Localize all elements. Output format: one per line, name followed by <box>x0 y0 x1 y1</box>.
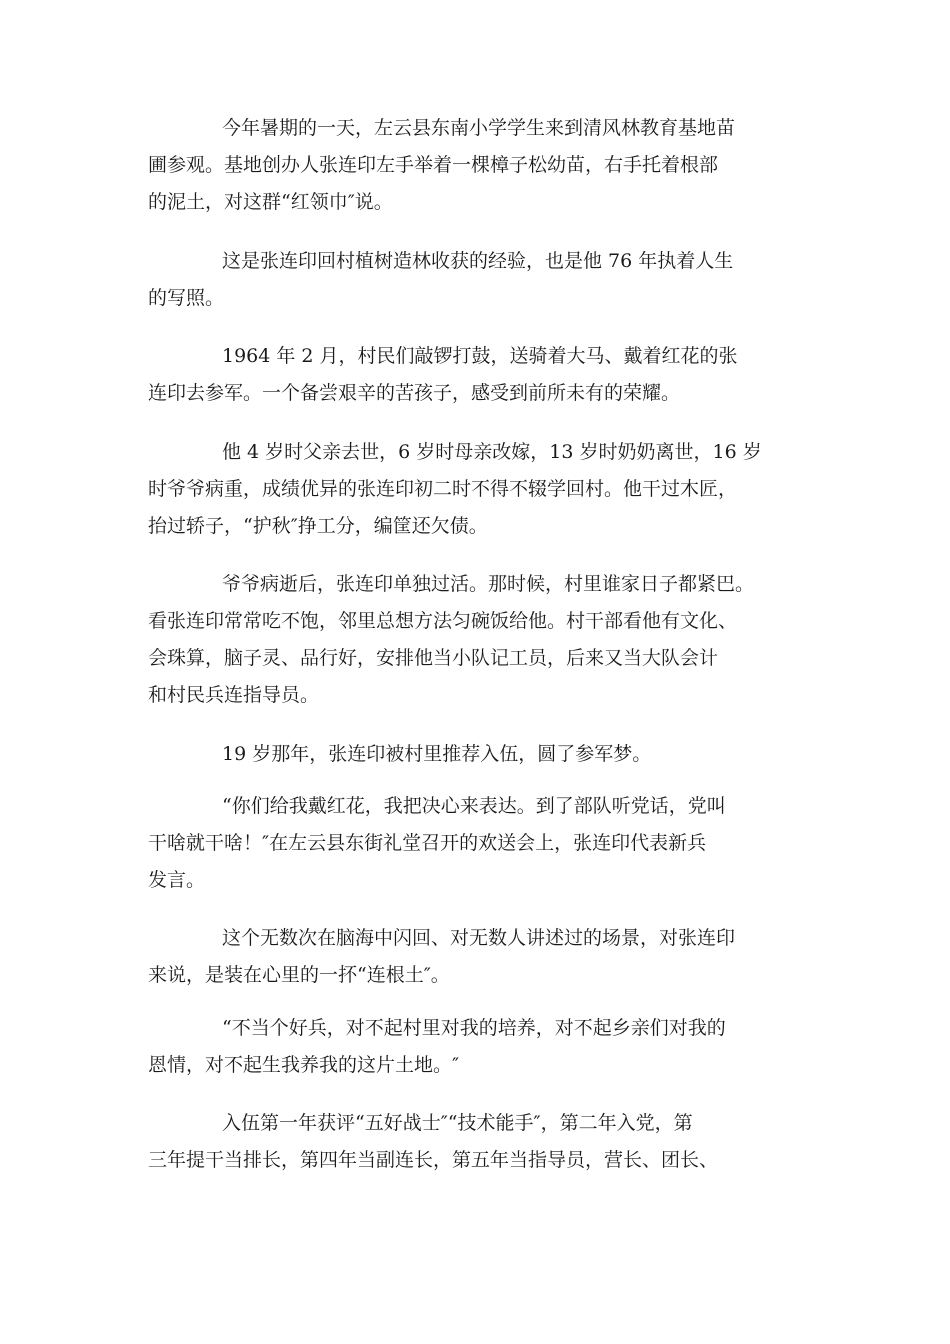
paragraph-line: 看张连印常常吃不饱，邻里总想方法匀碗饭给他。村干部看他有文化、 <box>148 610 738 632</box>
paragraph-line: 连印去参军。一个备尝艰辛的苦孩子，感受到前所未有的荣耀。 <box>148 382 681 404</box>
paragraph-line: 干啥就干啥！″在左云县东街礼堂召开的欢送会上，张连印代表新兵 <box>148 832 707 854</box>
paragraph-line: 恩情，对不起生我养我的这片土地。″ <box>148 1054 460 1076</box>
paragraph-line: 19 岁那年，张连印被村里推荐入伍，圆了参军梦。 <box>222 743 652 765</box>
paragraph-line: 的泥土，对这群“红领巾″说。 <box>148 191 393 213</box>
paragraph-line: 时爷爷病重，成绩优异的张连印初二时不得不辍学回村。他干过木匠， <box>148 478 738 500</box>
paragraph-line: 抬过轿子，“护秋″挣工分，编筐还欠债。 <box>148 515 488 537</box>
paragraph-line: 发言。 <box>148 869 206 891</box>
paragraph-line: 圃参观。基地创办人张连印左手举着一棵樟子松幼苗，右手托着根部 <box>148 154 719 176</box>
paragraph-line: 三年提干当排长，第四年当副连长，第五年当指导员，营长、团长、 <box>148 1149 719 1171</box>
paragraph-line: 的写照。 <box>148 287 225 309</box>
paragraph-line: 今年暑期的一天，左云县东南小学学生来到清风林教育基地苗 <box>222 117 736 139</box>
paragraph-line: 爷爷病逝后，张连印单独过活。那时候，村里谁家日子都紧巴。 <box>222 573 755 595</box>
paragraph-line: “你们给我戴红花，我把决心来表达。到了部队听党话，党叫 <box>222 795 726 817</box>
paragraph-line: 来说，是装在心里的一抔“连根土″。 <box>148 964 450 986</box>
paragraph-line: 入伍第一年获评“五好战士″“技术能手″，第二年入党，第 <box>222 1112 693 1134</box>
paragraph-line: 会珠算，脑子灵、品行好，安排他当小队记工员，后来又当大队会计 <box>148 647 719 669</box>
paragraph-line: 这是张连印回村植树造林收获的经验，也是他 76 年执着人生 <box>222 250 734 272</box>
paragraph-line: 这个无数次在脑海中闪回、对无数人讲述过的场景，对张连印 <box>222 927 736 949</box>
paragraph-line: 他 4 岁时父亲去世，6 岁时母亲改嫁，13 岁时奶奶离世，16 岁 <box>222 441 762 463</box>
paragraph-line: “不当个好兵，对不起村里对我的培养，对不起乡亲们对我的 <box>222 1017 726 1039</box>
paragraph-line: 和村民兵连指导员。 <box>148 684 320 706</box>
paragraph-line: 1964 年 2 月，村民们敲锣打鼓，送骑着大马、戴着红花的张 <box>222 345 738 367</box>
